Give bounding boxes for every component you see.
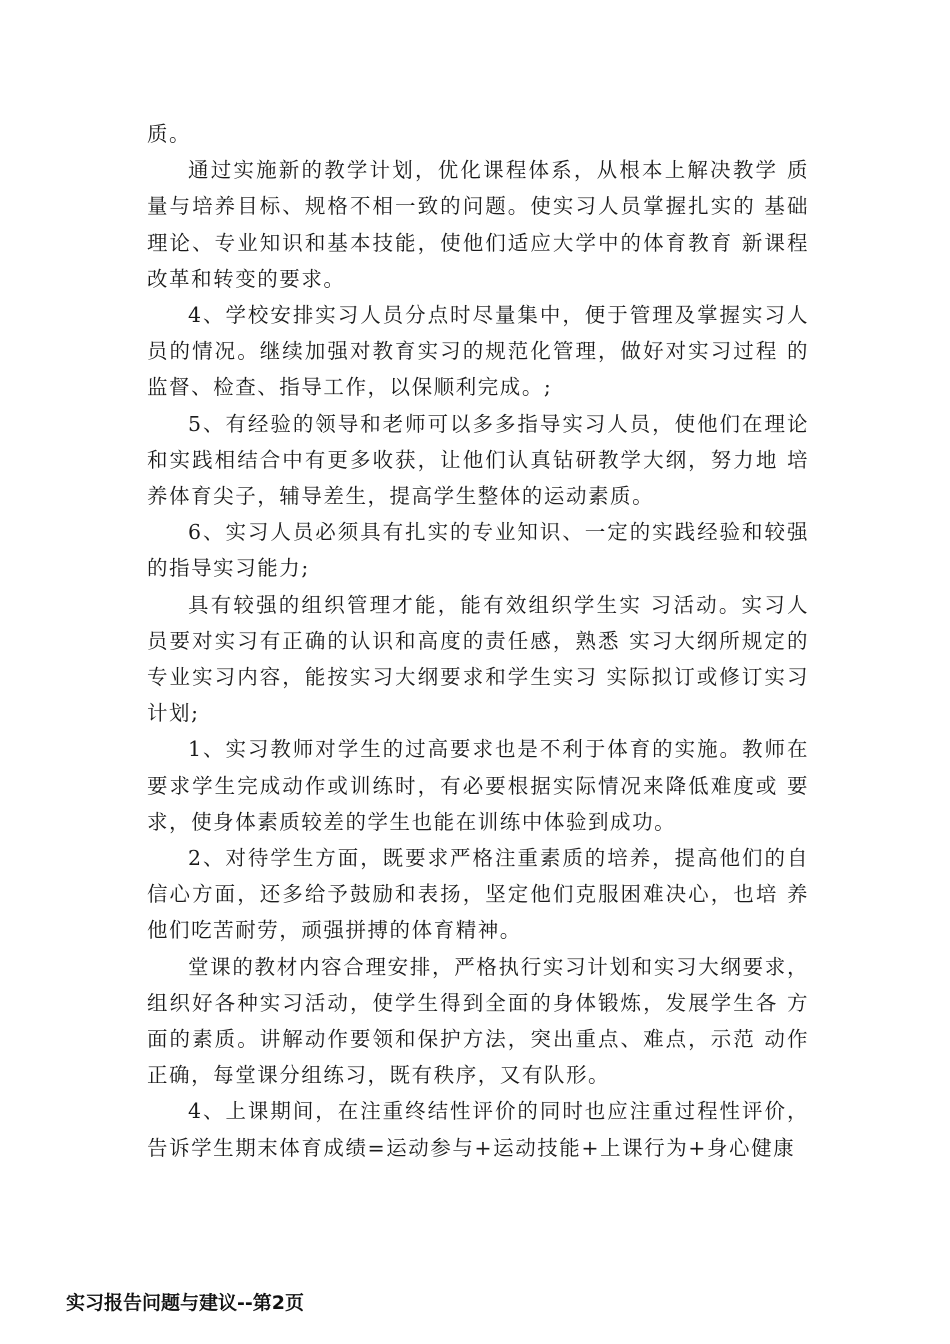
page-footer: 实习报告问题与建议--第2页 [66, 1292, 304, 1314]
paragraph: 5、有经验的领导和老师可以多多指导实习人员，使他们在理论和实践相结合中有更多收获，让他们认真钻研教学大纲，努力地 培养体育尖子，辅导差生，提高学生整体的运动素质。 [147, 411, 809, 509]
paragraph: 2、对待学生方面，既要求严格注重素质的培养，提高他们的自信心方面，还多给予鼓励和表扬，坚定他们克服困难决心，也培 养他们吃苦耐劳，顽强拼搏的体育精神。 [147, 846, 809, 943]
paragraph: 1、实习教师对学生的过高要求也是不利于体育的实施。教师在要求学生完成动作或训练时，有必要根据实际情况来降低难度或 要求，使身体素质较差的学生也能在训练中体验到成功。 [147, 737, 809, 834]
paragraph: 4、上课期间，在注重终结性评价的同时也应注重过程性评价，告诉学生期末体育成绩=运动参与+运动技能+上课行为+身心健康 [147, 1099, 809, 1160]
paragraph-continuation: 质。 [147, 122, 192, 146]
paragraph: 4、学校安排实习人员分点时尽量集中，便于管理及掌握实习人员的情况。继续加强对教育实习的规范化管理，做好对实习过程 的监督、检查、指导工作，以保顺利完成。; [147, 303, 809, 400]
paragraph: 具有较强的组织管理才能，能有效组织学生实 习活动。实习人员要对实习有正确的认识和高度的责任感，熟悉 实习大纲所规定的专业实习内容，能按实习大纲要求和学生实习 实际拟订或修订实习计划; [147, 592, 809, 726]
paragraph: 6、实习人员必须具有扎实的专业知识、一定的实践经验和较强的指导实习能力; [147, 520, 809, 581]
paragraph: 堂课的教材内容合理安排，严格执行实习计划和实习大纲要求，组织好各种实习活动，使学生得到全面的身体锻炼，发展学生各 方面的素质。讲解动作要领和保护方法，突出重点、难点，示范 动作正确，每堂课分组练习，既有秩序，又有队形。 [147, 954, 809, 1088]
paragraph: 通过实施新的教学计划，优化课程体系，从根本上解决教学 质量与培养目标、规格不相一致的问题。使实习人员掌握扎实的 基础理论、专业知识和基本技能，使他们适应大学中的体育教育 新课程改革和转变的要求。 [147, 158, 809, 291]
document-body [147, 116, 809, 1166]
